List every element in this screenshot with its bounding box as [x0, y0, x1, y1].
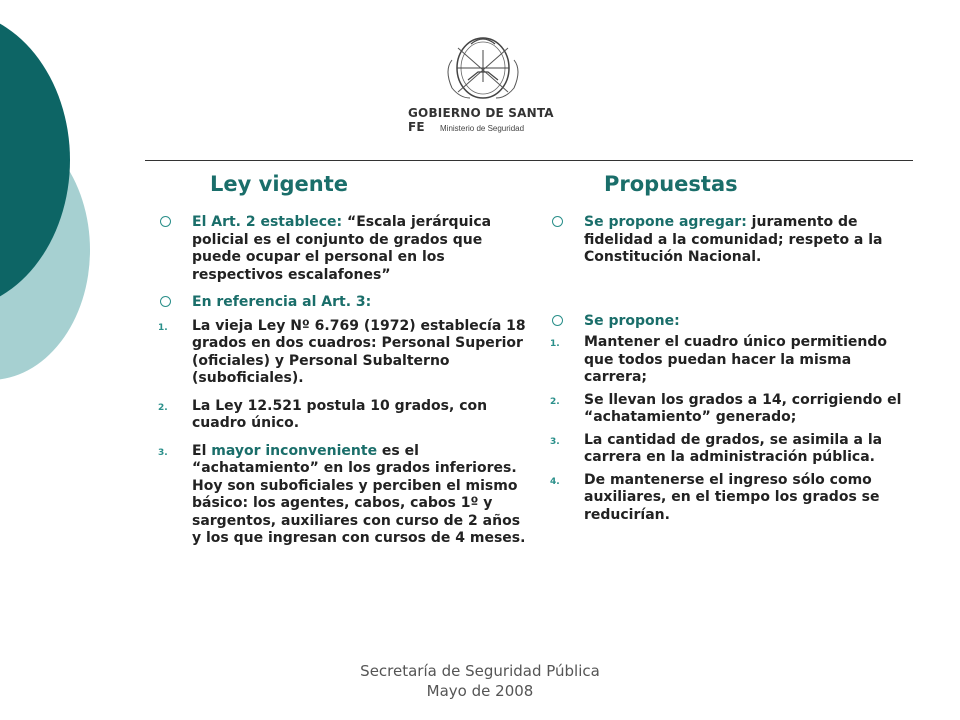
list-item: [538, 214, 918, 267]
item-text-post: es el “achatamiento” en los grados inferiores. Hoy son suboficiales y perciben el mismo básico: los agentes, cabos, cabos 1º y sargentos, auxiliares con curso de 2 años y los que ingresan con cursos de 4 meses.: [192, 442, 526, 546]
item-number: 1.: [158, 322, 168, 333]
list-item: [146, 294, 530, 312]
item-text: La cantidad de grados, se asimila a la carrera en la administración pública.: [584, 431, 883, 465]
right-column-heading: Propuestas: [604, 172, 738, 196]
numbered-item: [538, 432, 918, 467]
item-number: 3.: [158, 447, 168, 458]
numbered-item: [538, 334, 918, 387]
left-column-heading: Ley vigente: [210, 172, 349, 196]
numbered-item: [538, 392, 918, 427]
item-text: De mantenerse el ingreso sólo como auxiliares, en el tiempo los grados se reducirían.: [584, 471, 880, 523]
bullet-text: juramento de fidelidad a la comunidad; respeto a la Constitución Nacional.: [584, 214, 883, 265]
item-highlight: mayor inconveniente: [211, 442, 378, 459]
coat-of-arms-icon: [438, 30, 528, 102]
item-text: La vieja Ley Nº 6.769 (1972) establecía 18 grados en dos cuadros: Personal Superior (oficiales) y Personal Subalterno (suboficiales).: [192, 317, 526, 386]
item-text: Se llevan los grados a 14, corrigiendo el “achatamiento” generado;: [584, 391, 902, 425]
item-text: La Ley 12.521 postula 10 grados, con cuadro único.: [192, 397, 488, 431]
logo-title: GOBIERNO DE SANTA FE: [408, 106, 554, 134]
numbered-item: [146, 398, 530, 433]
bullet-lead: Se propone agregar:: [584, 214, 747, 230]
item-number: 4.: [550, 476, 560, 487]
item-number: 1.: [550, 339, 560, 349]
bullet-text: Se propone:: [584, 312, 680, 329]
numbered-item: [146, 443, 530, 548]
list-item: [538, 313, 918, 331]
bullet-lead: El Art. 2 establece:: [192, 214, 343, 230]
right-column: [538, 214, 918, 524]
footer-line1: Secretaría de Seguridad Pública: [360, 662, 600, 680]
left-column: [146, 214, 530, 548]
government-logo: [408, 30, 568, 140]
item-text: Mantener el cuadro único permitiendo que todos puedan hacer la misma carrera;: [584, 334, 887, 385]
list-item: [146, 214, 530, 284]
item-number: 2.: [550, 396, 560, 407]
logo-subtitle: Ministerio de Seguridad: [440, 124, 525, 133]
bullet-text: En referencia al Art. 3:: [192, 294, 372, 310]
circle-bullet-icon: [160, 296, 171, 307]
numbered-item: [538, 472, 918, 525]
numbered-item: [146, 318, 530, 388]
circle-bullet-icon: [552, 216, 563, 227]
item-text-pre: El: [192, 442, 212, 459]
circle-bullet-icon: [160, 216, 171, 227]
item-number: 2.: [158, 402, 168, 413]
bullet-text: “Escala jerárquica policial es el conjunto de grados que puede ocupar el personal en los respectivos escalafones”: [192, 214, 492, 283]
circle-bullet-icon: [552, 315, 563, 326]
footer: [0, 661, 960, 701]
header-divider: [145, 160, 913, 161]
item-number: 3.: [550, 436, 560, 447]
footer-line2: Mayo de 2008: [426, 682, 534, 700]
